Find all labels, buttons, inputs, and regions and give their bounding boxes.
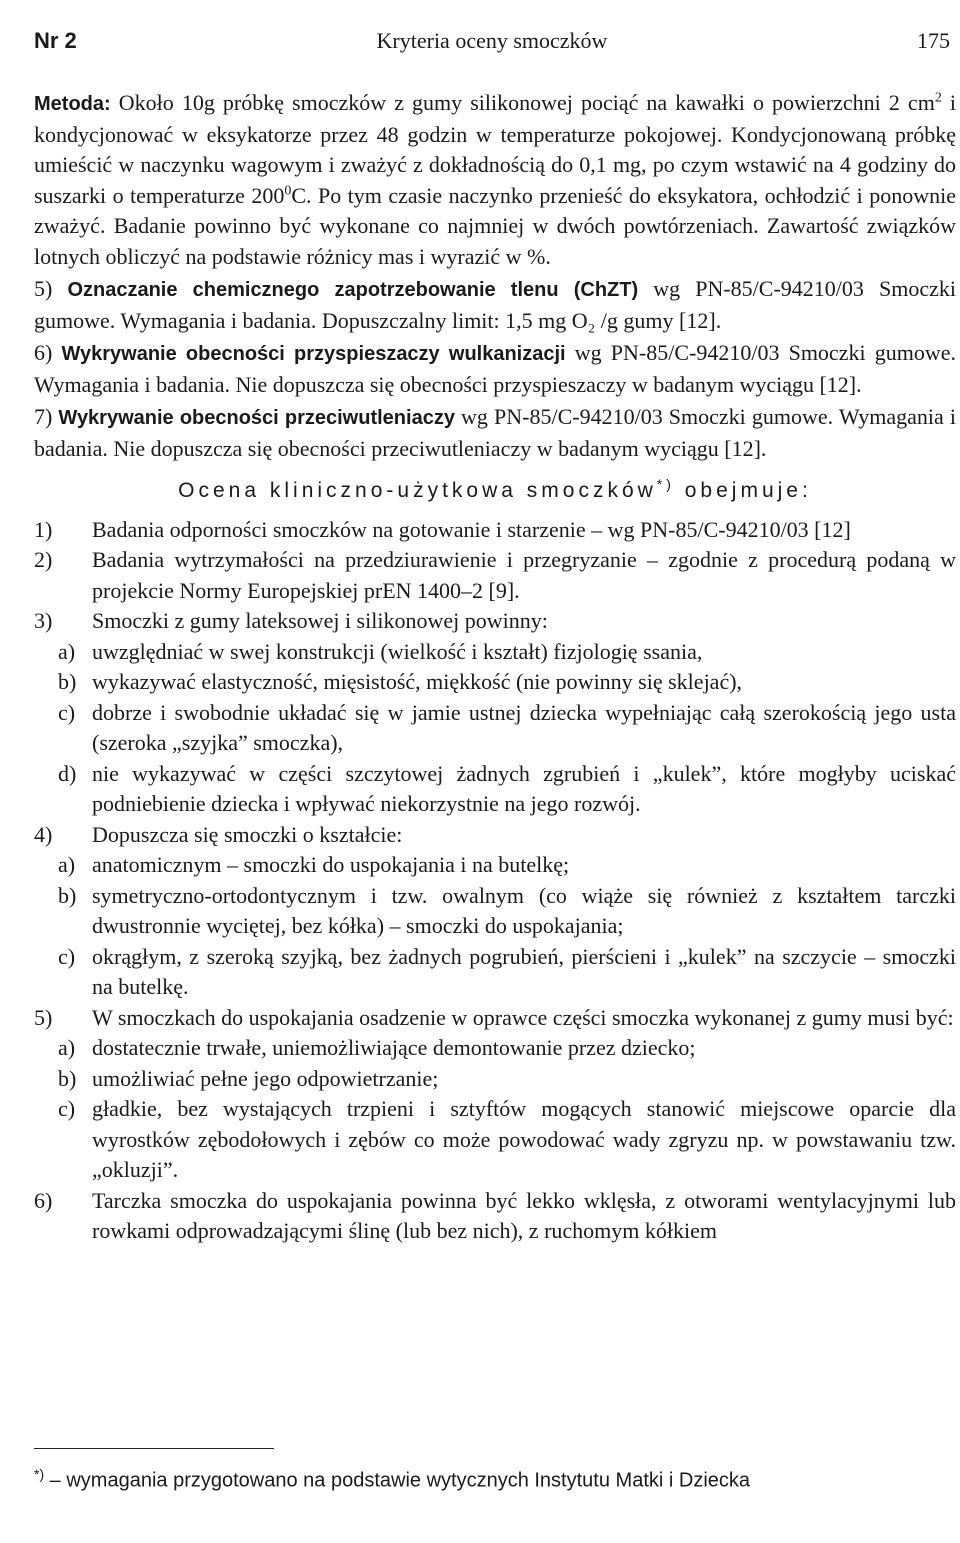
section-heading-mark: *)	[656, 476, 675, 492]
sub-item-letter: a)	[58, 638, 76, 664]
list-item-number: 3)	[34, 608, 53, 633]
sub-item-text: wykazywać elastyczność, mięsistość, miękkość (nie powinny się sklejać),	[92, 669, 743, 694]
list-item-text: Badania odporności smoczków na gotowanie i starzenie – wg PN-85/C-94210/03 [12]	[92, 516, 851, 542]
list-item	[34, 545, 956, 606]
sub-item	[34, 1094, 956, 1186]
sub-item-letter: c)	[58, 943, 76, 969]
test-title: Wykrywanie obecności przyspieszaczy wulkanizacji	[61, 343, 566, 365]
sub-item	[34, 667, 956, 698]
test-number: 7)	[34, 404, 53, 429]
sub-item-letter: c)	[58, 1096, 76, 1121]
sub-item	[34, 850, 956, 881]
sub-item	[34, 698, 956, 759]
test-title: Wykrywanie obecności przeciwutleniaczy	[58, 407, 455, 429]
sub-item-text: dobrze i swobodnie układać się w jamie ustnej dziecka wypełniając całą szerokością jego usta (szeroka „szyjka” smoczka),	[92, 699, 956, 755]
sub-item-text: dostatecznie trwałe, uniemożliwiające demontowanie przez dziecko;	[92, 1035, 696, 1060]
sub-item-letter: a)	[58, 1035, 76, 1060]
page-body	[34, 88, 956, 1247]
running-title: Kryteria oceny smoczków	[376, 28, 608, 53]
method-text-a: Około 10g próbkę smoczków z gumy silikonowej pociąć na kawałki o powierzchni 2 cm	[118, 90, 935, 115]
footnote-text: – wymagania przygotowano na podstawie wytycznych Instytutu Matki i Dziecka	[44, 1469, 751, 1492]
list-item-text: W smoczkach do uspokajania osadzenie w oprawce części smoczka wykonanej z gumy musi być:	[92, 1004, 954, 1030]
footnote	[34, 1466, 750, 1493]
sub-item-letter: a)	[58, 852, 76, 877]
sub-item-text: uwzględniać w swej konstrukcji (wielkość i kształt) fizjologię ssania,	[92, 638, 703, 664]
test-number: 5)	[34, 276, 53, 301]
sub-item	[34, 637, 956, 668]
sub-item-text: umożliwiać pełne jego odpowietrzanie;	[92, 1065, 439, 1091]
test-text: wg PN-85/C-94210/03 Smoczki gumowe. Wymagania i badania. Nie dopuszcza się obecności przyspieszaczy w badanym wyciągu [12].	[34, 340, 956, 397]
test-title: Oznaczanie chemicznego zapotrzebowanie tlenu (ChZT)	[67, 279, 639, 301]
test-text: wg PN-85/C-94210/03 Smoczki gumowe. Wymagania i badania. Dopuszczalny limit: 1,5 mg O₂ /g gumy [12].	[34, 276, 956, 333]
method-sup: 2	[934, 90, 942, 106]
list-item-number: 2)	[34, 547, 53, 572]
list-item-number: 5)	[34, 1004, 53, 1030]
method-label: Metoda:	[34, 93, 111, 115]
sub-item-wrap	[34, 759, 956, 820]
sub-item-wrap	[34, 698, 956, 759]
section-heading-text: Ocena kliniczno-użytkowa smoczków	[178, 479, 657, 502]
page-header	[34, 28, 950, 60]
list-item-number: 4)	[34, 821, 53, 847]
footnote-rule	[34, 1448, 274, 1449]
sub-item-wrap	[34, 1064, 956, 1095]
list-item-number: 1)	[34, 516, 53, 542]
test-paragraph	[34, 338, 956, 400]
list-item-text: Badania wytrzymałości na przedziurawienie i przegryzanie – zgodnie z procedurą podaną w projekcie Normy Europejskiej prEN 1400–2 [9].	[92, 547, 956, 603]
method-paragraph	[34, 88, 956, 272]
sub-item-letter: b)	[58, 669, 77, 694]
test-paragraph	[34, 402, 956, 464]
list-item-number: 6)	[34, 1187, 53, 1213]
test-paragraph	[34, 274, 956, 336]
page-number: 175	[917, 28, 950, 53]
sub-item-letter: c)	[58, 699, 76, 725]
test-list	[34, 274, 956, 464]
criteria-list	[34, 515, 956, 1247]
sub-item-wrap	[34, 850, 956, 881]
sub-item-wrap	[34, 881, 956, 942]
list-item-text: Smoczki z gumy lateksowej i silikonowej powinny:	[92, 608, 548, 633]
sub-item-text: symetryczno-ortodontycznym i tzw. owalnym (co wiąże się również z kształtem tarczki dwustronnie wyciętej, bez kółka) – smoczki do uspokajania;	[92, 882, 956, 938]
sub-item-letter: b)	[58, 1065, 77, 1091]
footnote-mark: *)	[34, 1466, 45, 1482]
sub-item-letter: d)	[58, 760, 77, 786]
section-heading-tail: obejmuje:	[674, 479, 812, 502]
sub-item-letter: b)	[58, 882, 77, 908]
list-item	[34, 1186, 956, 1247]
sub-item-text: okrągłym, z szeroką szyjką, bez żadnych pogrubień, pierścieni i „kulek” na szczycie – smoczki na butelkę.	[92, 943, 956, 999]
test-number: 6)	[34, 340, 53, 365]
sub-item	[34, 942, 956, 1003]
sub-item	[34, 1064, 956, 1095]
sub-item-wrap	[34, 1033, 956, 1064]
sub-item	[34, 759, 956, 820]
sub-item	[34, 1033, 956, 1064]
test-text: wg PN-85/C-94210/03 Smoczki gumowe. Wymagania i badania. Nie dopuszcza się obecności przeciwutleniaczy w badanym wyciągu [12].	[34, 404, 956, 461]
list-item	[34, 606, 956, 637]
list-item	[34, 820, 956, 851]
list-item-text: Dopuszcza się smoczki o kształcie:	[92, 821, 403, 847]
sub-item-wrap	[34, 667, 956, 698]
sub-item-wrap	[34, 637, 956, 668]
list-item	[34, 1003, 956, 1034]
section-heading	[34, 476, 956, 507]
sub-item	[34, 881, 956, 942]
sub-item-wrap	[34, 1094, 956, 1186]
list-item-text: Tarczka smoczka do uspokajania powinna być lekko wklęsła, z otworami wentylacyjnymi lub rowkami odprowadzającymi ślinę (lub bez nich), z ruchomym kółkiem	[92, 1187, 956, 1243]
method-sup-degree: 0	[284, 183, 292, 199]
method-text-b: i kondycjonować w eksykatorze przez 48 godzin w temperaturze pokojowej. Kondycjonowaną próbkę umieścić w naczynku wagowym i zważyć z dokładnością do 0,1 mg, po czym wstawić na 4 godziny do suszarki o temperaturze 200	[34, 90, 956, 208]
sub-item-text: gładkie, bez wystających trzpieni i sztyftów mogących stanowić miejscowe oparcie dla wyrostków zębodołowych i zębów co może powodować wady zgryzu np. w powstawaniu tzw. „okluzji”.	[92, 1096, 956, 1182]
issue-number: Nr 2	[34, 28, 77, 53]
sub-item-text: anatomicznym – smoczki do uspokajania i na butelkę;	[92, 852, 570, 877]
method-text-c: C. Po tym czasie naczynko przenieść do eksykatora, ochłodzić i ponownie zważyć. Badanie powinno być wykonane co najmniej w dwóch powtórzeniach. Zawartość związków lotnych obliczyć na podstawie różnicy mas i wyrazić w %.	[34, 182, 956, 269]
list-item	[34, 515, 956, 546]
sub-item-wrap	[34, 942, 956, 1003]
sub-item-text: nie wykazywać w części szczytowej żadnych zgrubień i „kulek”, które mogłyby uciskać podniebienie dziecka i wpływać niekorzystnie na jego rozwój.	[92, 760, 956, 816]
